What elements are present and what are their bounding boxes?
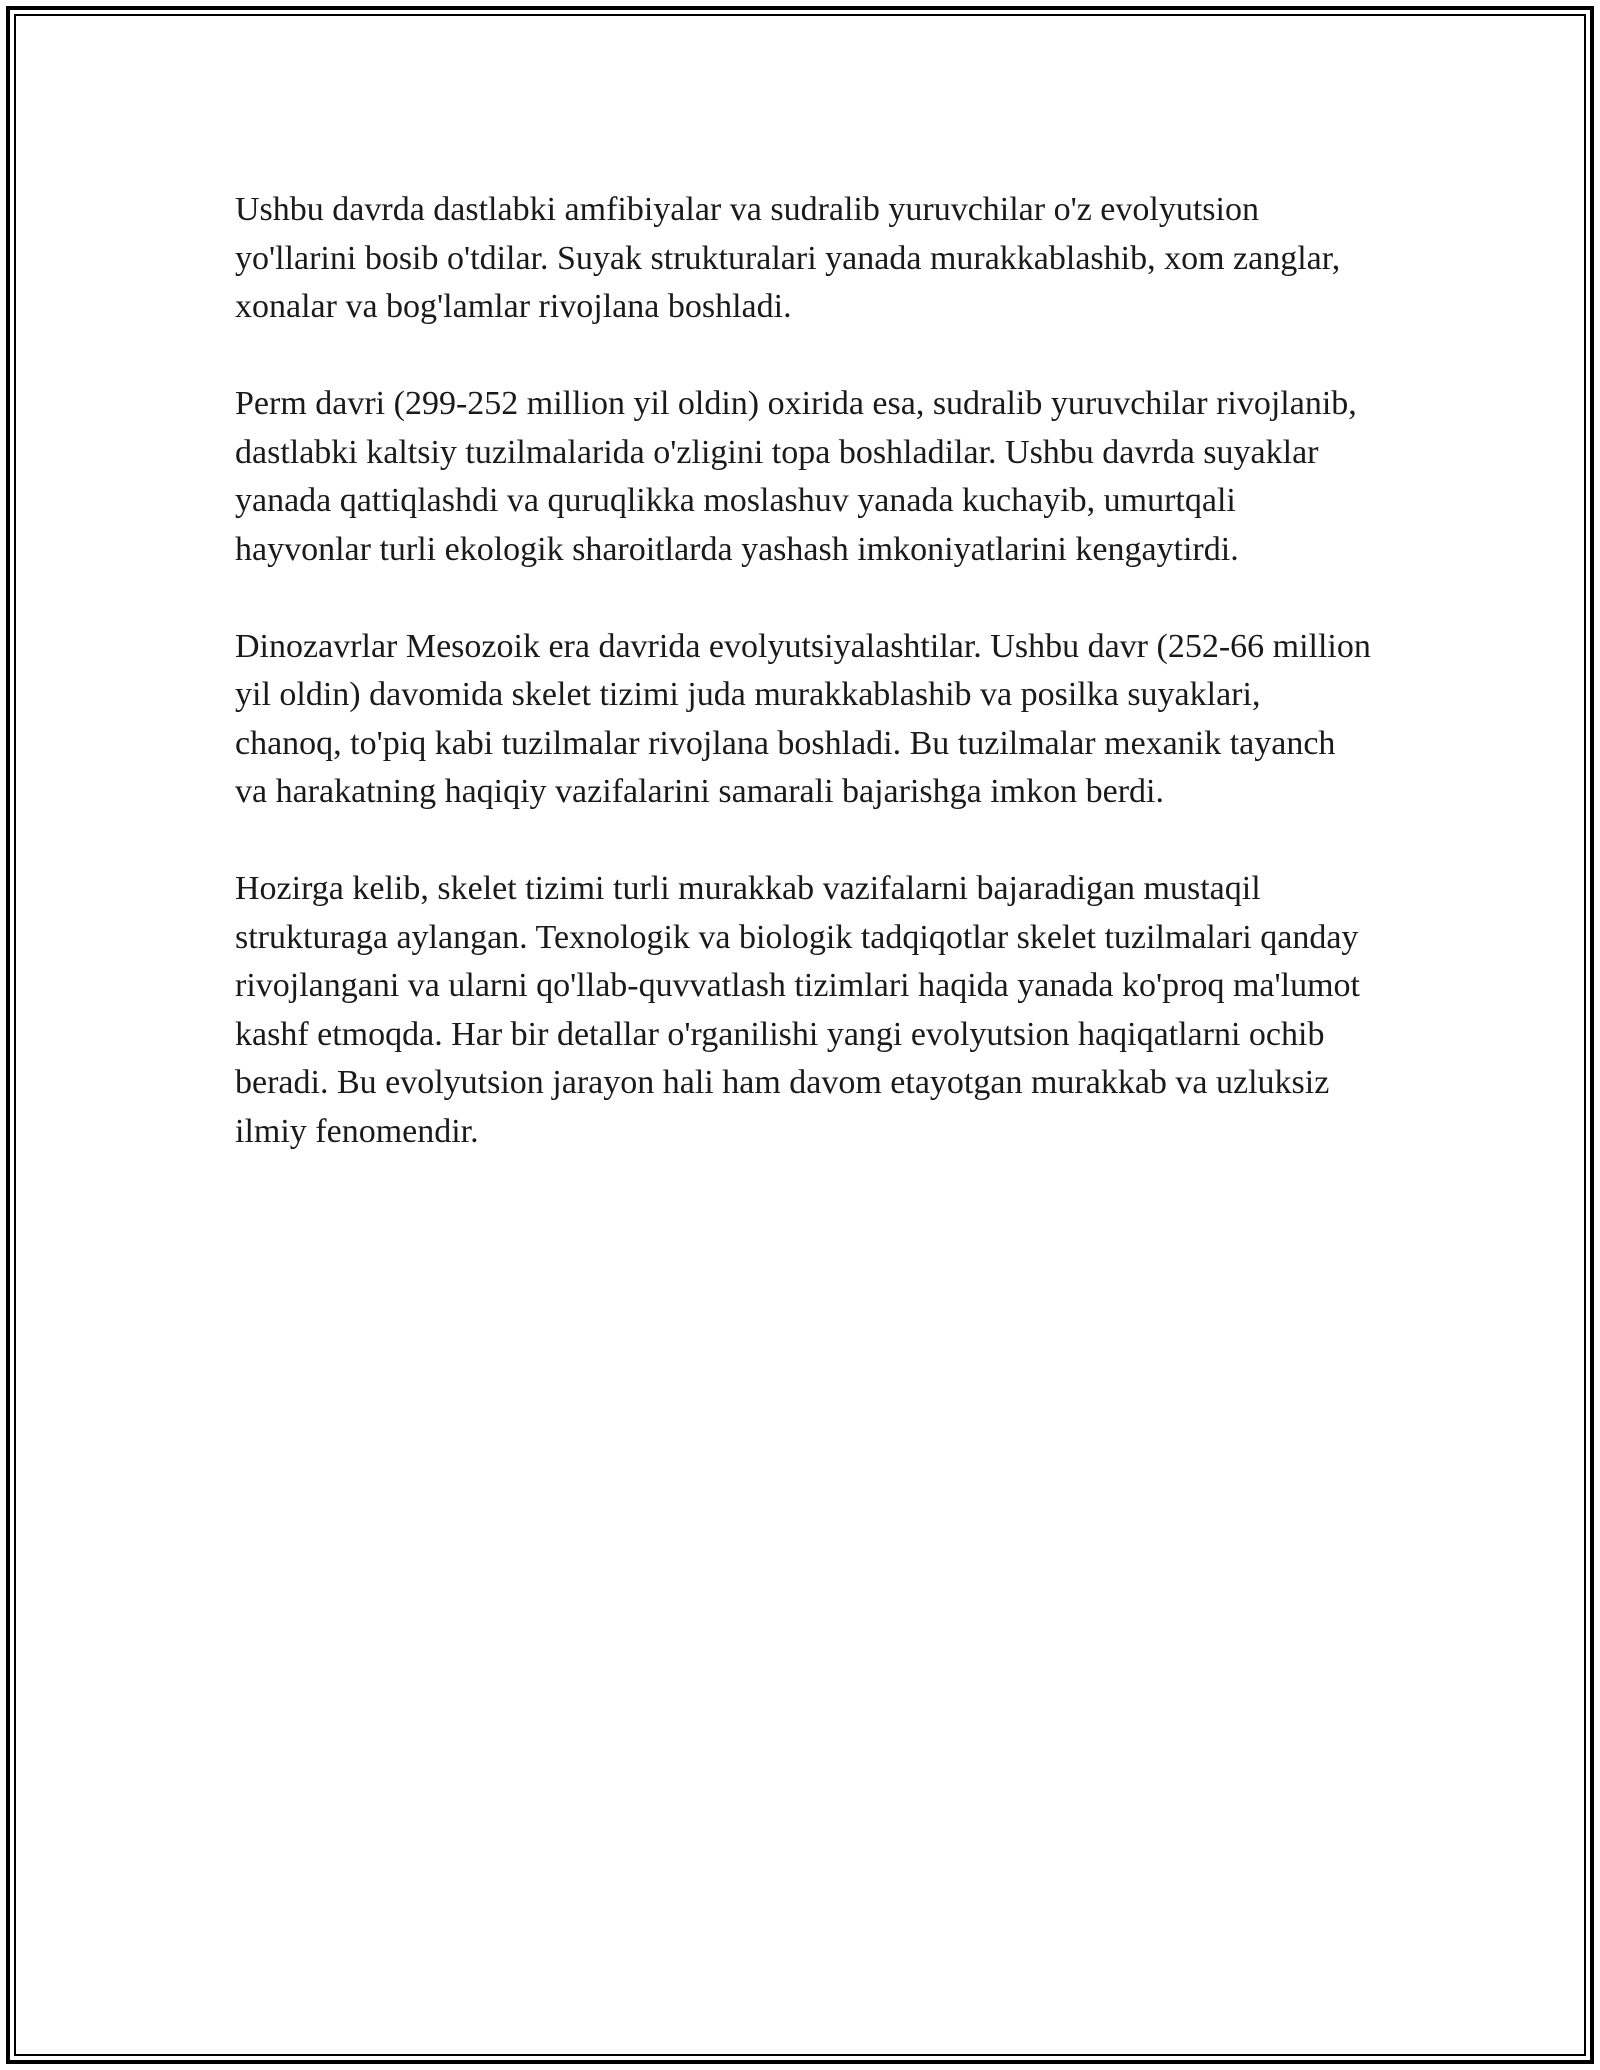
paragraph-permian: Perm davri (299-252 million yil oldin) oxirida esa, sudralib yuruvchilar rivojlanib, dastlabki kaltsiy tuzilmalarida o'zligini topa boshladilar. Ushbu davrda suyaklar yanada qattiqlashdi va quruqlikka moslashuv yanada kuchayib, umurtqali hayvonlar turli ekologik sharoitlarda yashash imkoniyatlarini kengaytirdi. bbox=[235, 385, 1357, 568]
document-body bbox=[235, 186, 1375, 1205]
paragraph-mesozoic: Dinozavrlar Mesozoik era davrida evolyutsiyalashtilar. Ushbu davr (252-66 million yil oldin) davomida skelet tizimi juda murakkablashib va posilka suyaklari, chanoq, to'piq kabi tuzilmalar rivojlana boshladi. Bu tuzilmalar mexanik tayanch va harakatning haqiqiy vazifalarini samarali bajarishga imkon berdi. bbox=[235, 627, 1371, 810]
paragraph-present: Hozirga kelib, skelet tizimi turli murakkab vazifalarni bajaradigan mustaqil strukturaga aylangan. Texnologik va biologik tadqiqotlar skelet tuzilmalari qanday rivojlangani va ularni qo'llab-quvvatlash tizimlari haqida yanada ko'proq ma'lumot kashf etmoqda. Har bir detallar o'rganilishi yangi evolyutsion haqiqatlarni ochib beradi. Bu evolyutsion jarayon hali ham davom etayotgan murakkab va uzluksiz ilmiy fenomendir. bbox=[235, 870, 1360, 1150]
paragraph-amphibians: Ushbu davrda dastlabki amfibiyalar va sudralib yuruvchilar o'z evolyutsion yo'llarini bosib o'tdilar. Suyak strukturalari yanada murakkablashib, xom zanglar, xonalar va bog'lamlar rivojlana boshladi. bbox=[235, 191, 1341, 325]
